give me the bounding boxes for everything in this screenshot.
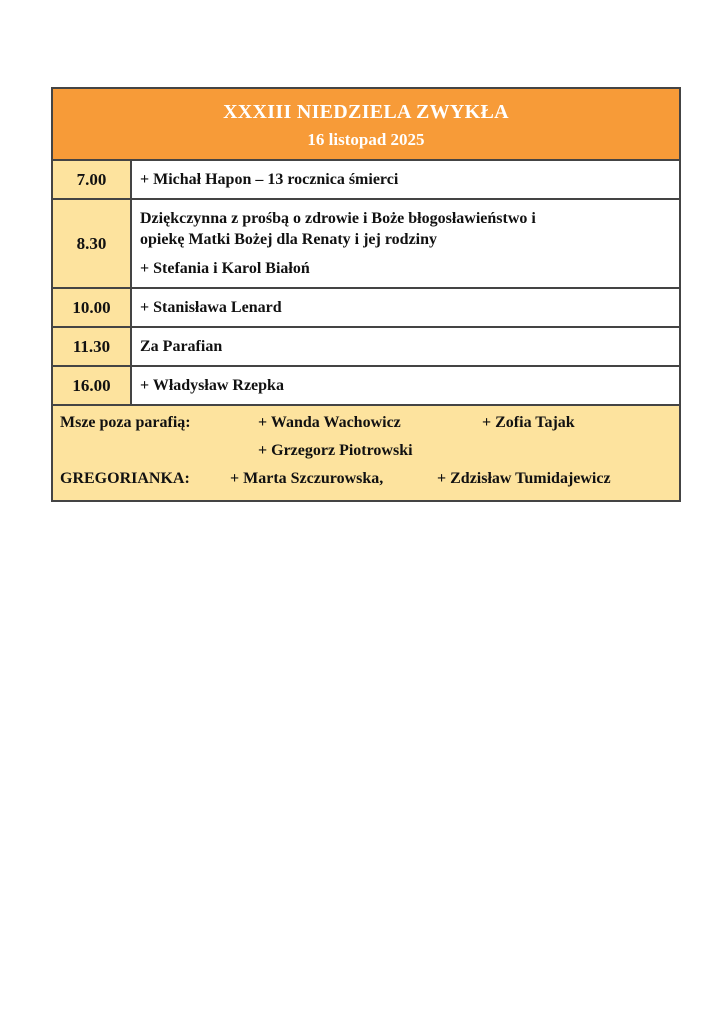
mass-intention xyxy=(132,367,679,404)
intention-line: + Michał Hapon – 13 rocznica śmierci xyxy=(140,171,399,188)
intention-line: opiekę Matki Bożej dla Renaty i jej rodziny xyxy=(140,231,438,248)
outside-mass-item: + Grzegorz Piotrowski xyxy=(258,442,413,459)
mass-intention xyxy=(132,289,679,326)
sunday-title: XXXIII NIEDZIELA ZWYKŁA xyxy=(223,101,509,123)
mass-row xyxy=(53,200,679,289)
mass-intention xyxy=(132,328,679,365)
sunday-date: 16 listopad 2025 xyxy=(307,130,425,149)
mass-row xyxy=(53,328,679,367)
mass-time: 8.30 xyxy=(53,200,132,287)
outside-masses-label: Msze poza parafią: xyxy=(60,414,191,431)
mass-time: 7.00 xyxy=(53,161,132,198)
mass-intention xyxy=(132,161,679,198)
mass-row xyxy=(53,289,679,328)
mass-schedule-table xyxy=(51,87,681,502)
mass-time: 16.00 xyxy=(53,367,132,404)
mass-row xyxy=(53,161,679,200)
intention-line: Za Parafian xyxy=(140,338,223,355)
intention-line: + Stanisława Lenard xyxy=(140,299,282,316)
gregorianka-label: GREGORIANKA: xyxy=(60,470,190,487)
table-header xyxy=(53,89,679,161)
table-footer xyxy=(53,406,679,500)
outside-mass-item: + Zofia Tajak xyxy=(482,414,575,431)
mass-row xyxy=(53,367,679,406)
intention-line: + Władysław Rzepka xyxy=(140,377,284,394)
mass-intention xyxy=(132,200,679,287)
outside-mass-item: + Wanda Wachowicz xyxy=(258,414,401,431)
intention-line: Dziękczynna z prośbą o zdrowie i Boże błogosławieństwo i xyxy=(140,210,536,227)
mass-time: 10.00 xyxy=(53,289,132,326)
gregorianka-item: + Marta Szczurowska, xyxy=(230,470,384,487)
gregorianka-item: + Zdzisław Tumidajewicz xyxy=(437,470,611,487)
intention-line: + Stefania i Karol Białoń xyxy=(140,260,310,277)
mass-time: 11.30 xyxy=(53,328,132,365)
